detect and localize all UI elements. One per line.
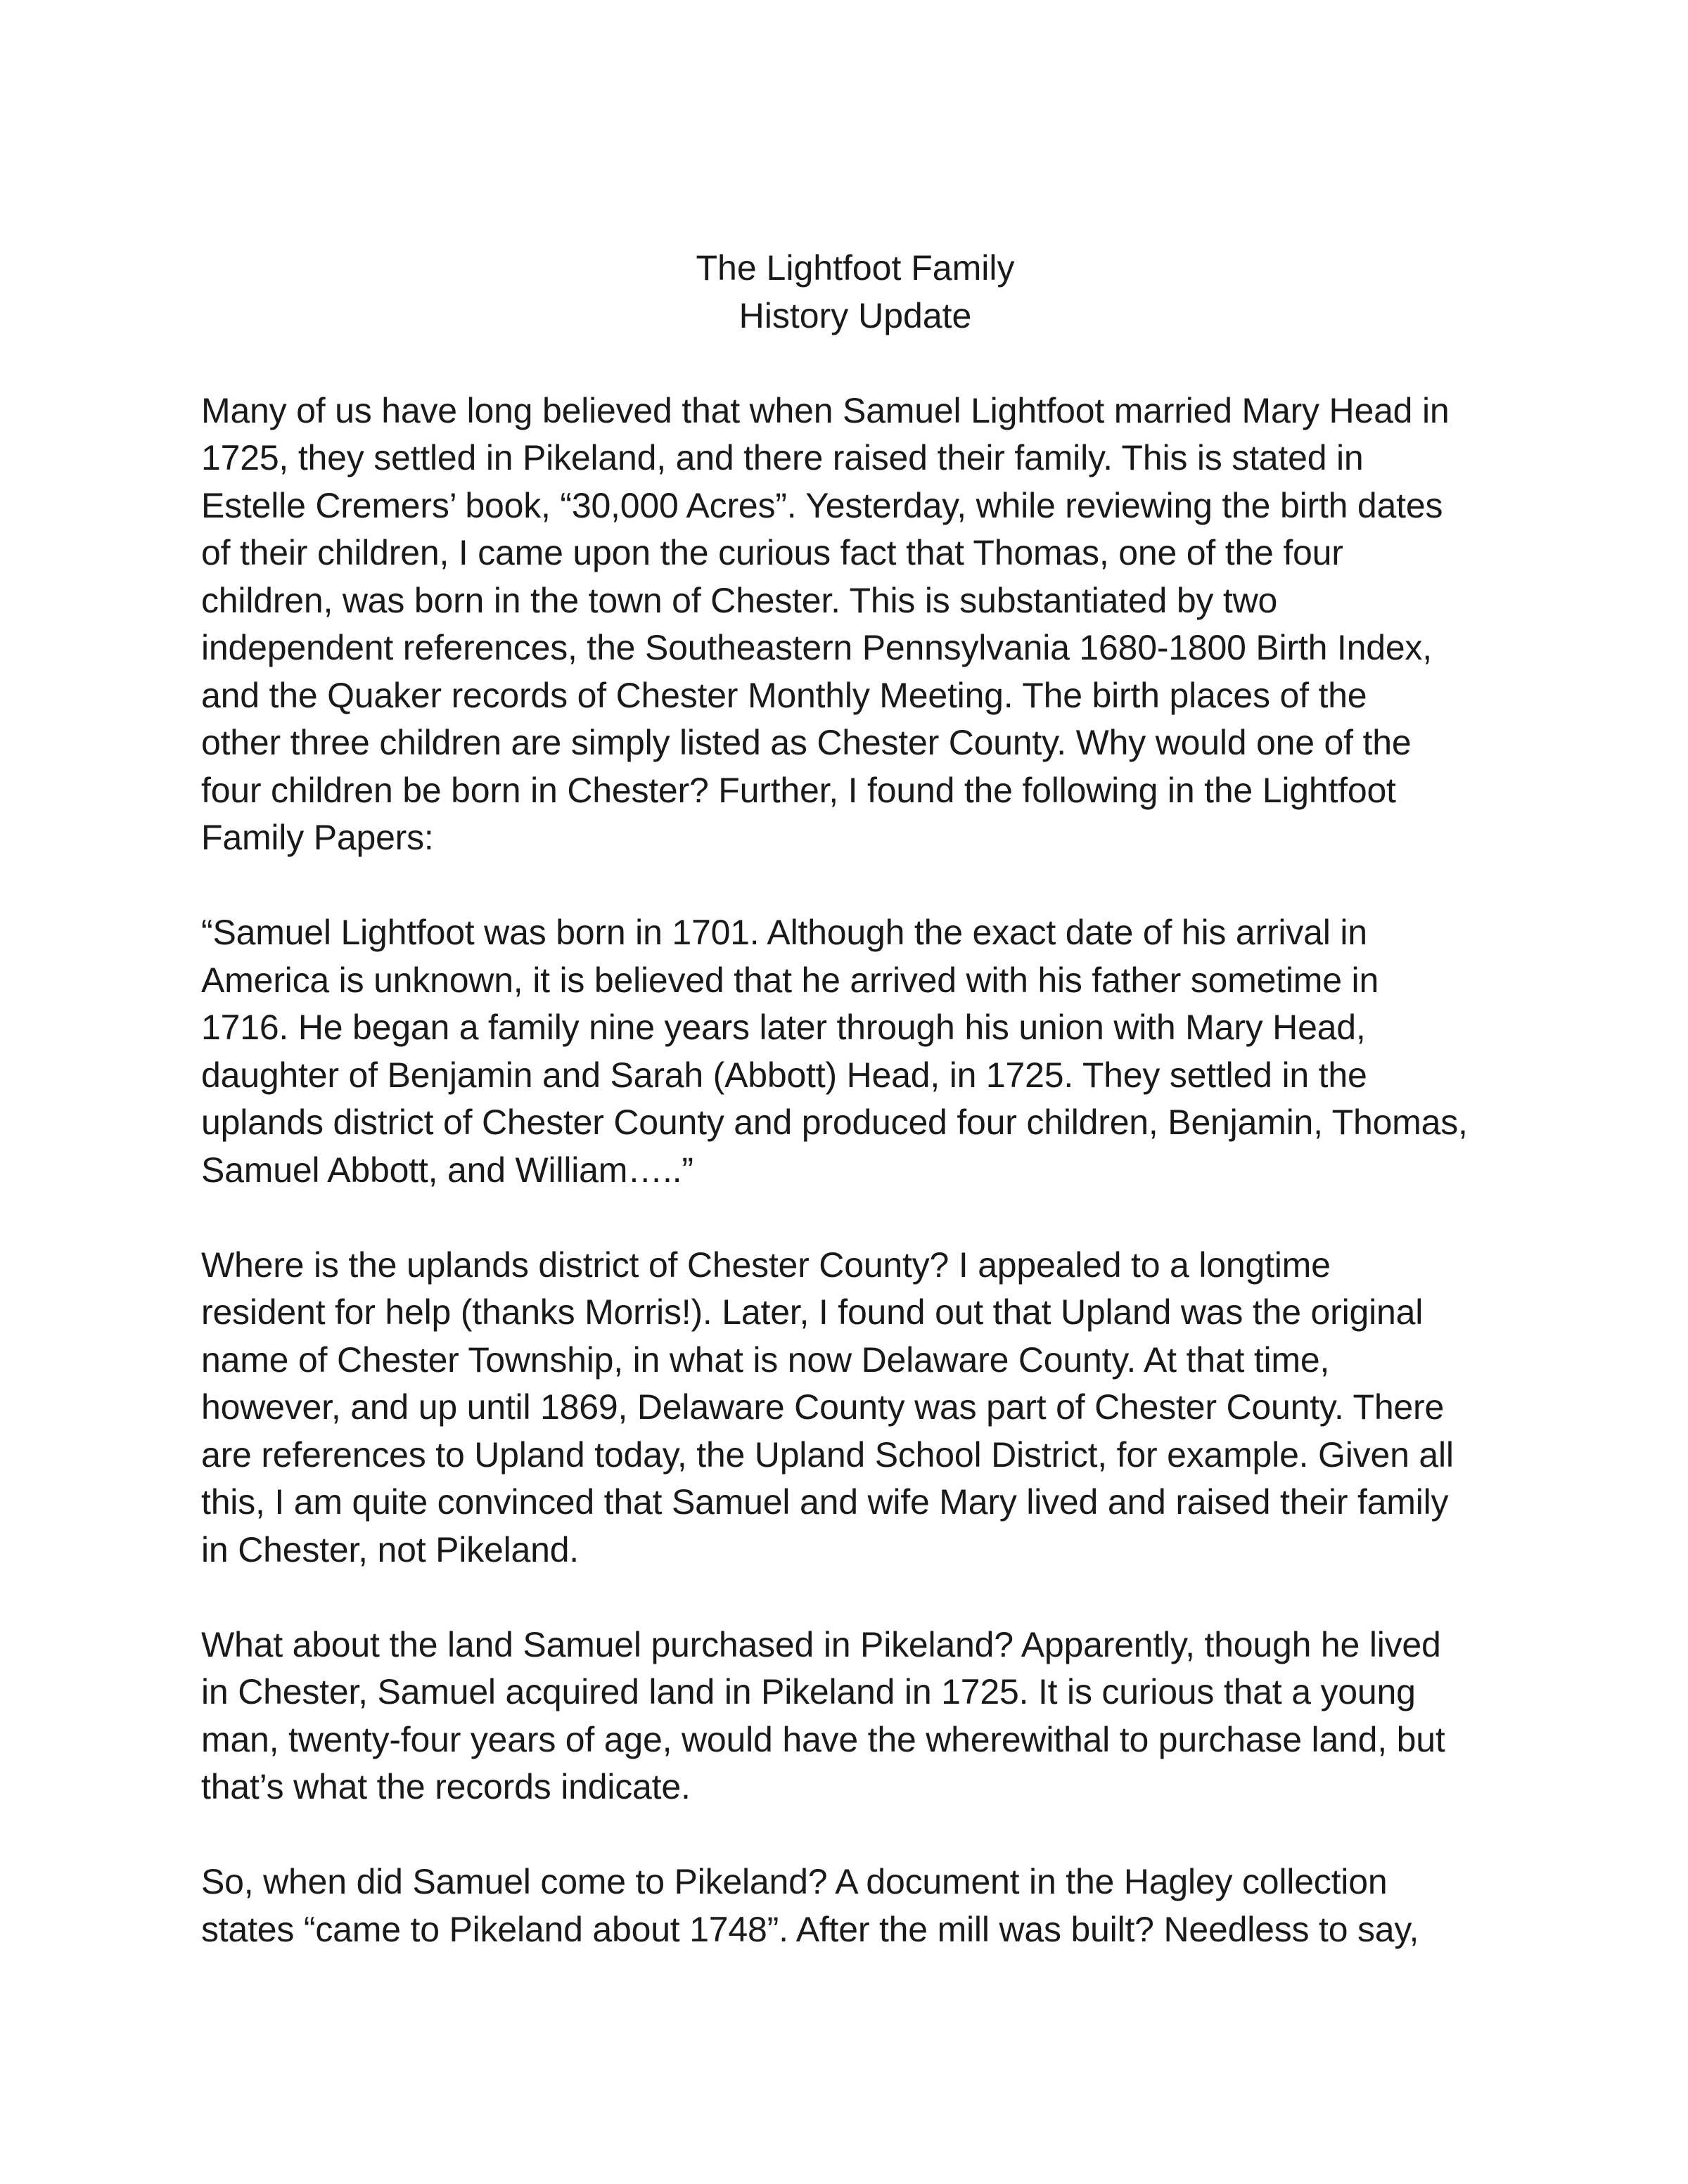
paragraph-4: What about the land Samuel purchased in Pikeland? Apparently, though he lived in Chester, Samuel acquired land in Pikeland in 1725. It is curious that a young man, twenty-four years of age, would have the wherewithal to purchase land, but that’s what the records indicate. xyxy=(201,1624,1445,1806)
paragraph-1: Many of us have long believed that when Samuel Lightfoot married Mary Head in 1725, they settled in Pikeland, and there raised their family. This is stated in Estelle Cremers’ book, “30,000 Acres”. Yesterday, while reviewing the birth dates of their children, I came upon the curious fact that Thomas, one of the four children, was born in the town of Chester. This is substantiated by two independent references, the Southeastern Pennsylvania 1680-1800 Birth Index, and the Quaker records of Chester Monthly Meeting. The birth places of the other three children are simply listed as Chester County. Why would one of the four children be born in Chester? Further, I found the following in the Lightfoot Family Papers: xyxy=(201,390,1450,857)
paragraph-2-quote: “Samuel Lightfoot was born in 1701. Although the exact date of his arrival in America is unknown, it is believed that he arrived with his father sometime in 1716. He began a family nine years later through his union with Mary Head, daughter of Benjamin and Sarah (Abbott) Head, in 1725. They settled in the uplands district of Chester County and produced four children, Benjamin, Thomas, Samuel Abbott, and William…..” xyxy=(201,913,1468,1190)
title-line-1: The Lightfoot Family xyxy=(696,248,1015,288)
document-title xyxy=(201,245,1509,340)
document-body xyxy=(201,245,1509,1953)
paragraph-3: Where is the uplands district of Chester County? I appealed to a longtime resident for help (thanks Morris!). Later, I found out that Upland was the original name of Chester Township, in what is now Delaware County. At that time, however, and up until 1869, Delaware County was part of Chester County. There are references to Upland today, the Upland School District, for example. Given all this, I am quite convinced that Samuel and wife Mary lived and raised their family in Chester, not Pikeland. xyxy=(201,1245,1454,1569)
title-line-2: History Update xyxy=(738,295,972,335)
paragraph-5: So, when did Samuel come to Pikeland? A document in the Hagley collection states “came to Pikeland about 1748”. After the mill was built? Needless to say, xyxy=(201,1862,1419,1949)
